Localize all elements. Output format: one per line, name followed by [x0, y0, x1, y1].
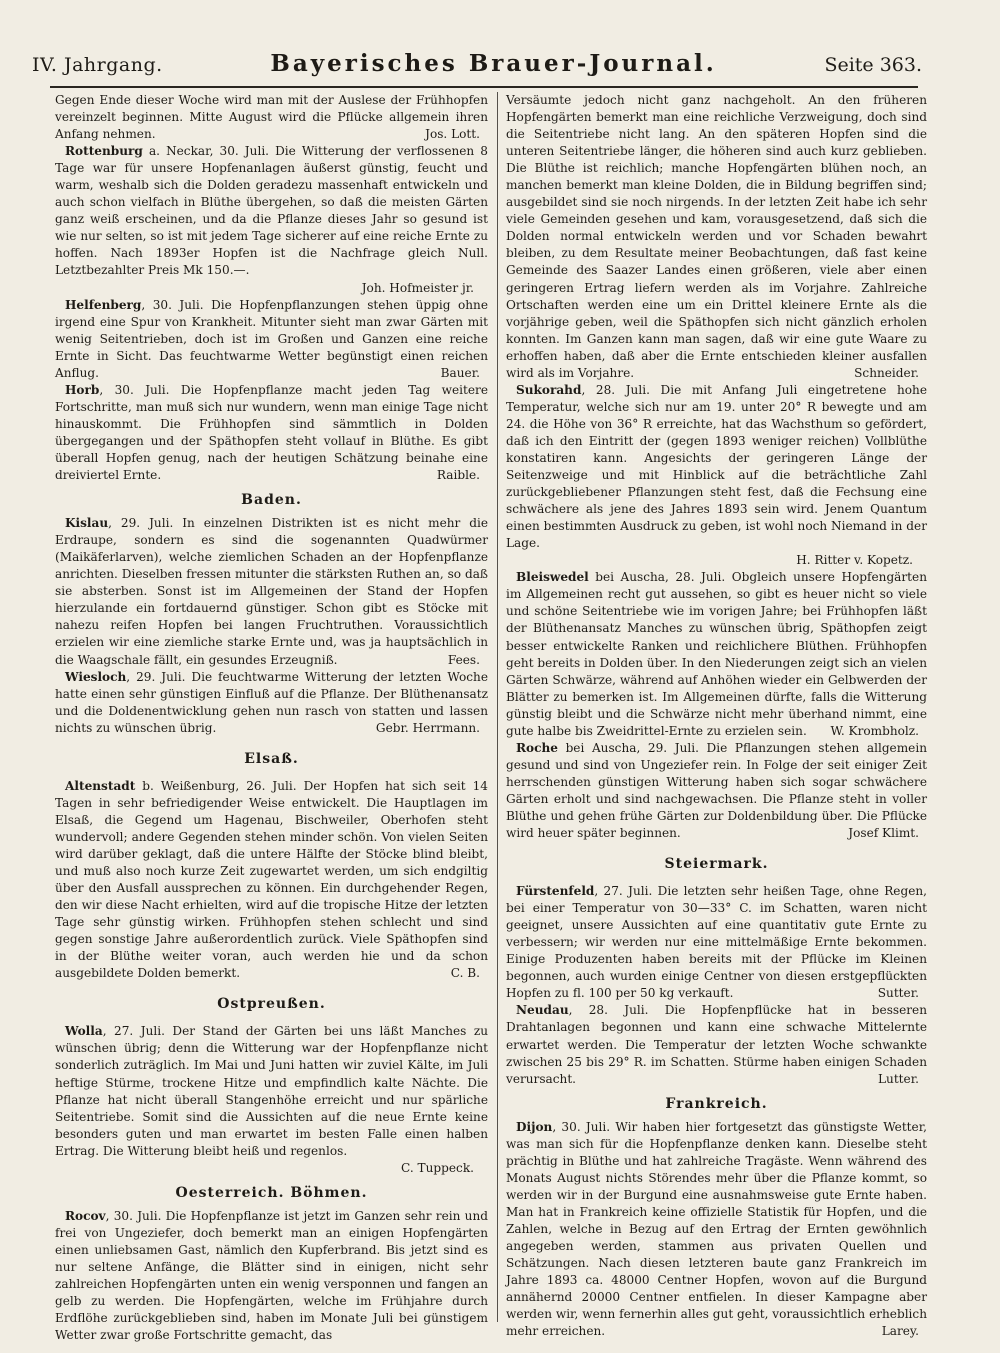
report-signature: H. Ritter v. Kopetz.: [796, 553, 913, 568]
section-heading-frankreich: Frankreich.: [665, 1095, 768, 1112]
place-name: Fürstenfeld: [516, 884, 595, 899]
report-text: , 30. Juli. Die Hopfenpflanze ist jetzt im Ganzen sehr rein und frei von Ungeziefer, doch bemerkt man an einigen Hopfengärten einen unliebsamen Gast, nämlich den Kupferbrand. Bis jetzt sind es nur seltene Anfänge, die Blätter sind in einigen, nicht sehr zahlreichen Hopfengärten unten ein wenig versponnen und fangen an gelb zu werden. Die Hopfengärten, welche im Frühjahre durch Erdflöhe zurückgeblieben sind, haben im Monate Juli bei günstigem Wetter zwar große Fortschritte gemacht, das: [55, 1208, 488, 1343]
place-name: Helfenberg: [65, 297, 142, 312]
report-text: bei Auscha, 28. Juli. Obgleich unsere Hopfengärten im Allgemeinen recht gut aussehen, so gibt es heuer nicht so viele und schöne Seitentriebe wie im vorigen Jahre; bei Frühhopfen läßt der Blüthenansatz Manches zu wünschen übrig, Späthopfen zeigt besser entwickelte Ranken und reichlichere Blüthen. Frühhopfen geht bereits in Dolden über. In den Niederungen zeigt sich an vielen Gärten Schwärze, während auf Anhöhen wieder ein Gelbwerden der Blätter zu bemerken ist. Im Allgemeinen dürfte, falls die Witterung günstig bleibt und die Schwärze nicht mehr überhand nimmt, eine gute halbe bis Zweidrittel-Ernte zu erzielen sein.: [506, 570, 927, 738]
report-wolla: [55, 1023, 488, 1159]
report-text: , 29. Juli. Die feuchtwarme Witterung der letzten Woche hatte einen sehr günstigen Einfluß auf die Pflanze. Der Blüthenansatz und die Doldenentwicklung gehen nun rasch von statten und lassen nichts zu wünschen übrig.: [55, 669, 488, 735]
place-name: Roche: [516, 740, 558, 755]
report-signature: Gebr. Herrmann.: [375, 720, 480, 735]
report-dijon: [506, 1119, 927, 1341]
report-signature: Jos. Lott.: [425, 127, 480, 142]
report-signature: Larey.: [881, 1324, 919, 1339]
report-text: b. Weißenburg, 26. Juli. Der Hopfen hat sich seit 14 Tagen in sehr befriedigender Weise entwickelt. Die Hauptlagen im Elsaß, die Gegend um Hagenau, Bischweiler, Oberhofen steht wundervoll; andere Gegenden stehen minder schön. Von vielen Seiten wird darüber geklagt, daß die untere Hälfte der Stöcke blind bleibt, und muß also noch kurze Zeit zugewartet werden, um sich endgiltig über den Ausfall aussprechen zu können. Ein durchgehender Regen, den wir diese Nacht erhielten, wird auf die tropische Hitze der letzten Tage sehr günstig wirken. Frühhopfen stehen schlecht und sind gegen sonstige Jahre außerordentlich zurück. Viele Späthopfen sind in der Blüthe weiter voran, auch werden hie und da schon ausgebildete Dolden bemerkt.: [55, 778, 488, 981]
header-rule: [50, 86, 918, 88]
journal-title: Bayerisches Brauer-Journal.: [270, 50, 717, 77]
right-column: [506, 92, 927, 1340]
report-signature: Schneider.: [854, 365, 919, 380]
section-heading-steiermark: Steiermark.: [664, 856, 769, 873]
report-altenstadt: [55, 778, 488, 983]
report-text: bei Auscha, 29. Juli. Die Pflanzungen stehen allgemein gesund und sind von Ungeziefer rein. In Folge der seit einiger Zeit herrschenden günstigen Witterung haben sich sogar schwächere Gärten erholt und sind nachgewachsen. Die Pflanze steht in voller Blüthe und gehen frühe Gärten zur Doldenbildung über. Die Pflücke wird heuer später beginnen.: [506, 740, 927, 841]
report-text: , 30. Juli. Wir haben hier fortgesetzt das günstigste Wetter, was man sich für die Hopfenpflanze denken kann. Dieselbe steht prächtig in Blüthe und hat zahlreiche Tragäste. Wenn während des Monats August nichts Störendes mehr über die Pflanze kommt, so werden wir in der Burgund eine ausnahmsweise gute Ernte haben. Man hat in Frankreich keine offizielle Statistik für Hopfen, und die Zahlen, welche in Bezug auf den Ertrag der Ernten gewöhnlich angegeben werden, stammen aus privaten Quellen und Schätzungen. Nach diesen letzteren baute ganz Frankreich im Jahre 1893 ca. 48000 Centner Hopfen, wovon auf die Burgund annähernd 20000 Centner entfielen. In dieser Kampagne aber werden wir, wenn fernerhin alles gut geht, voraussichtlich erheblich mehr erreichen.: [506, 1119, 927, 1339]
report-signature: Raible.: [436, 468, 480, 483]
report-text: a. Neckar, 30. Juli. Die Witterung der verflossenen 8 Tage war für unsere Hopfenanlagen äußerst günstig, feucht und warm, weshalb sich die Dolden geradezu massenhaft entwickeln und auch schon vielfach in Blüthe übergehen, so daß die meisten Gärten ganz weiß erscheinen, und da die Pflanze dieses Jahr so gesund ist wie nur selten, so ist mit jedem Tage sicherer auf eine reiche Ernte zu hoffen. Nach 1893er Hopfen ist die Nachfrage gleich Null. Letztbezahlter Preis Mk 150.—.: [55, 144, 488, 278]
report-signature: Sutter.: [877, 986, 919, 1001]
report-continuation: [506, 92, 927, 382]
place-name: Dijon: [516, 1119, 553, 1134]
report-signature: Josef Klimt.: [848, 826, 919, 841]
report-text: , 30. Juli. Die Hopfenpflanzungen stehen üppig ohne irgend eine Spur von Krankheit. Mitunter sieht man zwar Gärten mit wenig Seitentrieben, doch ist im Großen und Ganzen eine reiche Ernte in Sicht. Das feuchtwarme Wetter begünstigt einen reichen Anflug.: [55, 297, 488, 380]
report-wiesloch: [55, 669, 488, 737]
place-name: Bleiswedel: [516, 570, 589, 585]
place-name: Neudau: [516, 1003, 569, 1018]
place-name: Wolla: [65, 1024, 103, 1039]
section-heading-oesterreich: Oesterreich. Böhmen.: [175, 1184, 368, 1201]
place-name: Wiesloch: [65, 669, 127, 684]
report-text: Versäumte jedoch nicht ganz nachgeholt. An den früheren Hopfengärten bemerkt man eine reichliche Verzweigung, doch sind die Seitentriebe nicht lang. An den späteren Hopfen sind die unteren Seitentriebe länger, die höheren sind auch kurz geblieben. Die Blüthe ist reichlich; manche Hopfengärten blühen noch, an manchen bemerkt man kleine Dolden, die in Bildung begriffen sind; ausgebildet sind sie noch nirgends. In der letzten Zeit habe ich sehr viele Gemeinden gesehen und kam, vorausgesetzend, daß sich die Dolden normal entwickeln werden und vor Schaden bewahrt bleiben, zu dem Resultate meiner Beobachtungen, daß fast keine Gemeinde des Saazer Landes einen größeren, viele aber einen geringeren Ertrag liefern werden als im Vorjahre. Zahlreiche Ortschaften werden eine um ein Drittel kleinere Ernte als die vorjährige geben, weil die Späthopfen sich nicht gänzlich erholen konnten. Im Ganzen kann man sagen, daß wir eine gute Waare zu erhoffen haben, daß aber die Ernte entschieden kleiner ausfallen wird als im Vorjahre.: [506, 93, 927, 380]
report-bleiswedel: [506, 569, 927, 739]
report-continuation: [55, 92, 488, 143]
section-heading-baden: Baden.: [241, 492, 302, 509]
report-signature: Joh. Hofmeister jr.: [361, 280, 474, 295]
report-fuerstenfeld: [506, 883, 927, 1002]
report-rocov: [55, 1208, 488, 1344]
report-roche: [506, 740, 927, 842]
place-name: Altenstadt: [65, 778, 136, 793]
report-neudau: [506, 1002, 927, 1087]
volume-label: IV. Jahrgang.: [32, 54, 163, 76]
left-column: [55, 92, 488, 1344]
report-kislau: [55, 515, 488, 668]
report-text: , 28. Juli. Die mit Anfang Juli eingetretene hohe Temperatur, welche sich nur am 19. unter 20° R bewegte und am 24. die Höhe von 36° R erreichte, hat das Wachsthum so gefördert, daß ich den Eintritt der (gegen 1893 weniger reichen) Vollblüthe konstatiren kann. Angesichts der geringeren Länge der Seitenzweige und mit Hinblick auf die beträchtliche Zahl zurückgebliebener Pflanzungen steht fest, daß die Fechsung eine schwächere als jene des Jahres 1893 sein wird. Jenem Quantum einen bestimmten Ausdruck zu geben, ist wohl noch Niemand in der Lage.: [506, 382, 927, 551]
place-name: Rocov: [65, 1208, 106, 1223]
report-text: , 30. Juli. Die Hopfenpflanze macht jeden Tag weitere Fortschritte, man muß sich nur wundern, wenn man einige Tage nicht hinauskommt. Die Frühhopfen sind sämmtlich in Dolden übergegangen und der Späthopfen steht vollauf in Blüthe. Es gibt überall Hopfen genug, nach der heutigen Schätzung beinahe eine dreiviertel Ernte.: [55, 382, 488, 483]
place-name: Sukorahd: [516, 382, 582, 397]
report-rottenburg: [55, 143, 488, 279]
report-signature: C. Tuppeck.: [401, 1160, 474, 1175]
report-signature: Lutter.: [878, 1071, 919, 1086]
page-header: [32, 50, 922, 80]
section-heading-elsass: Elsaß.: [244, 750, 299, 767]
report-text: , 28. Juli. Die Hopfenpflücke hat in besseren Drahtanlagen begonnen und kann eine schwache Mittelernte erwartet werden. Die Temperatur der letzten Woche schwankte zwischen 25 bis 29° R. im Schatten. Stürme haben einigen Schaden verursacht.: [506, 1003, 927, 1086]
section-heading-ostpreussen: Ostpreußen.: [217, 996, 326, 1013]
report-signature: Bauer.: [440, 365, 480, 380]
report-sukorahd: [506, 382, 927, 552]
report-helfenberg: [55, 297, 488, 382]
report-text: , 29. Juli. In einzelnen Distrikten ist es nicht mehr die Erdraupe, sondern es sind die sogenannten Quadwürmer (Maikäferlarven), welche ziemlichen Schaden an der Hopfenpflanze anrichten. Dieselben fressen mitunter die stärksten Ruthen an, so daß sie absterben. Sonst ist im Allgemeinen der Stand der Hopfen hierzulande ein fortdauernd günstiger. Schon gibt es Stöcke mit nahezu reifen Hopfen bei langen Fruchtruthen. Voraussichtlich erzielen wir eine ziemliche starke Ernte und, was ja hauptsächlich in die Waagschale fällt, ein gesundes Erzeugniß.: [55, 516, 488, 667]
report-text: , 27. Juli. Der Stand der Gärten bei uns läßt Manches zu wünschen übrig; denn die Witterung war der Hopfenpflanze nicht sonderlich zuträglich. Im Mai und Juni hatten wir zuviel Kälte, im Juli heftige Stürme, trockene Hitze und empfindlich kalte Nächte. Die Pflanze hat nicht überall Stangenhöhe erreicht und nur spärliche Seitentriebe. Somit sind die Aussichten auf die neue Ernte keine besonders guten und man erwartet im besten Falle einen halben Ertrag. Die Witterung bleibt heiß und regenlos.: [55, 1024, 488, 1158]
report-horb: [55, 382, 488, 484]
report-signature: C. B.: [450, 966, 480, 981]
place-name: Horb: [65, 382, 100, 397]
report-text: , 27. Juli. Die letzten sehr heißen Tage, ohne Regen, bei einer Temperatur von 30—33° C. im Schatten, waren nicht geeignet, unsere Aussichten auf eine quantitativ gute Ernte zu verbessern; wir werden nur eine mittelmäßige Ernte bekommen. Einige Produzenten haben bereits mit der Pflücke im Kleinen begonnen, auch wurden einige Centner von diesen erstgepflückten Hopfen zu fl. 100 per 50 kg verkauft.: [506, 884, 927, 1001]
report-signature: Fees.: [447, 652, 480, 667]
page-number: Seite 363.: [824, 54, 922, 76]
place-name: Rottenburg: [65, 144, 143, 159]
column-divider: [497, 92, 498, 1322]
report-text: Gegen Ende dieser Woche wird man mit der Auslese der Frühhopfen vereinzelt beginnen. Mitte August wird die Pflücke allgemein ihren Anfang nehmen.: [55, 93, 488, 142]
place-name: Kislau: [65, 516, 109, 531]
report-signature: W. Krombholz.: [830, 723, 919, 738]
